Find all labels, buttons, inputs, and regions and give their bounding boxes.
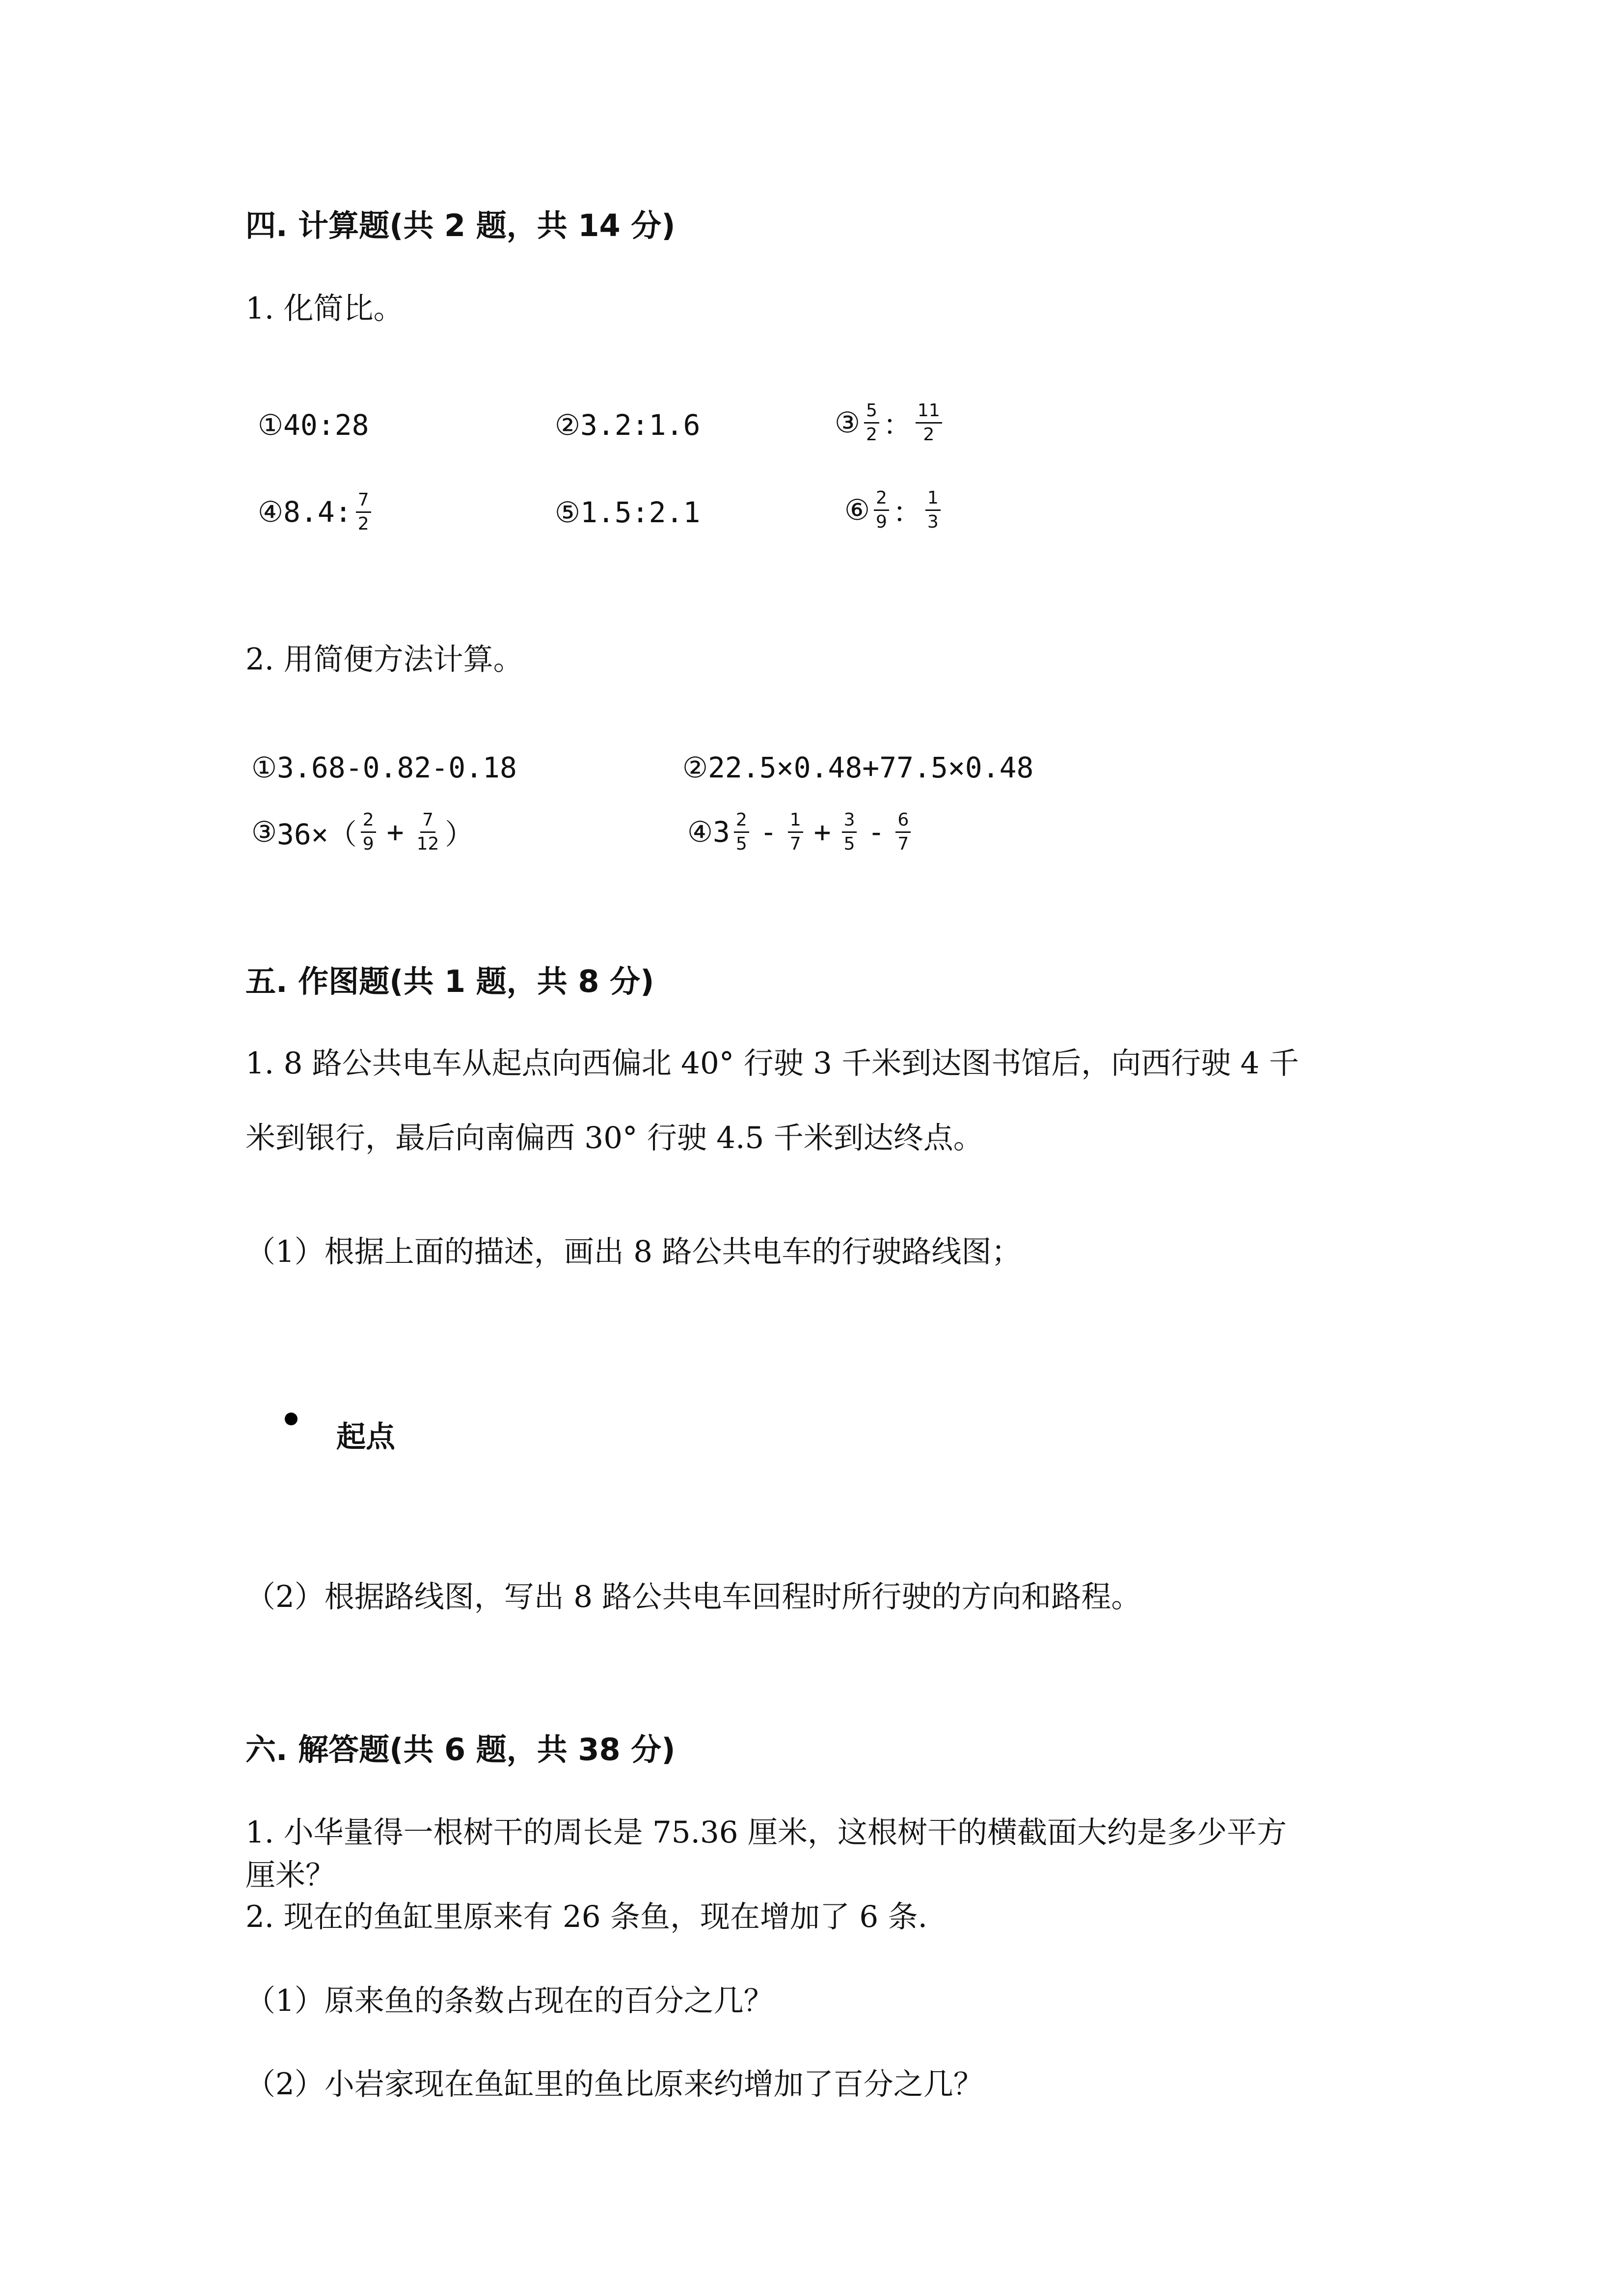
item-expression: 22.5×0.48+77.5×0.48 — [708, 751, 1034, 784]
denominator: 5 — [843, 833, 855, 854]
section-title-calculation: 四. 计算题(共 2 题，共 14 分) — [245, 208, 676, 243]
question-simplify-ratio: 1. 化简比。 — [245, 291, 404, 326]
fraction — [842, 811, 857, 854]
item-mark: ③ — [251, 815, 277, 849]
fraction — [925, 489, 941, 532]
numerator: 6 — [895, 811, 911, 833]
calc-item-1 — [251, 751, 517, 784]
fraction — [361, 811, 376, 854]
denominator: 5 — [735, 833, 747, 854]
question-route-line1: 1. 8 路公共电车从起点向西偏北 40° 行驶 3 千米到达图书馆后，向西行驶 4 千 — [245, 1046, 1299, 1081]
numerator: 3 — [842, 811, 857, 833]
fraction — [415, 811, 441, 854]
sub-question-draw-route: （1）根据上面的描述，画出 8 路公共电车的行驶路线图； — [245, 1234, 1022, 1269]
numerator: 2 — [734, 811, 749, 833]
item-mark: ② — [682, 751, 708, 784]
denominator: 3 — [927, 511, 939, 532]
item-expression: 36×（ — [277, 818, 357, 852]
section-title-answers: 六. 解答题(共 6 题，共 38 分) — [245, 1732, 676, 1767]
calc-item-4 — [687, 811, 915, 854]
fraction — [788, 811, 803, 854]
numerator: 1 — [788, 811, 803, 833]
ratio-item-3 — [835, 401, 946, 444]
denominator: 7 — [789, 833, 801, 854]
ratio-item-4 — [258, 491, 375, 534]
ratio-separator: ： — [893, 496, 921, 530]
close-paren: ） — [445, 818, 474, 852]
numerator: 2 — [361, 811, 376, 833]
item-mark: ③ — [835, 406, 860, 440]
start-point-marker — [285, 1413, 298, 1425]
ratio-item-2 — [555, 408, 700, 442]
numerator: 11 — [916, 401, 942, 424]
question-tree-line2: 厘米？ — [245, 1858, 336, 1893]
denominator: 12 — [416, 833, 439, 854]
fraction — [874, 489, 889, 532]
item-expression: 1.5:2.1 — [580, 496, 701, 529]
denominator: 2 — [357, 513, 369, 534]
numerator: 5 — [864, 401, 879, 424]
numerator: 7 — [420, 811, 435, 833]
start-point-label: 起点 — [336, 1420, 395, 1454]
item-expression: 3.2:1.6 — [580, 408, 701, 442]
ratio-separator: ： — [883, 408, 912, 442]
denominator: 9 — [362, 833, 374, 854]
sub-question-fish-increase: （2）小岩家现在鱼缸里的鱼比原来约增加了百分之几？ — [245, 2067, 983, 2102]
item-mark: ⑥ — [844, 493, 870, 527]
question-tree-line1: 1. 小华量得一根树干的周长是 75.36 厘米，这根树干的横截面大约是多少平方 — [245, 1815, 1287, 1850]
operator: - — [759, 815, 777, 849]
numerator: 1 — [925, 489, 941, 511]
denominator: 2 — [923, 424, 935, 445]
fraction — [864, 401, 879, 444]
question-simple-calculation: 2. 用简便方法计算。 — [245, 642, 523, 677]
question-fish: 2. 现在的鱼缸里原来有 26 条鱼，现在增加了 6 条. — [245, 1899, 927, 1934]
calc-item-3 — [251, 811, 473, 854]
denominator: 2 — [866, 424, 877, 445]
ratio-item-6 — [844, 489, 945, 532]
section-title-drawing: 五. 作图题(共 1 题，共 8 分) — [245, 963, 654, 999]
fraction — [895, 811, 911, 854]
item-mark: ② — [555, 408, 580, 442]
operator: + — [813, 815, 831, 849]
fraction — [356, 491, 371, 534]
item-mark: ④ — [258, 495, 283, 529]
denominator: 9 — [876, 511, 887, 532]
fraction — [734, 811, 749, 854]
operator: + — [386, 815, 404, 849]
item-expression: 8.4: — [283, 495, 352, 529]
numerator: 7 — [356, 491, 371, 513]
item-mark: ⑤ — [555, 496, 580, 529]
ratio-item-5 — [555, 496, 700, 529]
item-expression: 40:28 — [283, 408, 369, 442]
sub-question-fish-percent: （1）原来鱼的条数占现在的百分之几？ — [245, 1983, 774, 2018]
item-mark: ④ — [687, 815, 713, 849]
item-expression: 3.68-0.82-0.18 — [277, 751, 517, 784]
operator: - — [867, 815, 885, 849]
sub-question-return-route: （2）根据路线图，写出 8 路公共电车回程时所行驶的方向和路程。 — [245, 1579, 1141, 1614]
item-mark: ① — [258, 408, 283, 442]
question-route-line2: 米到银行，最后向南偏西 30° 行驶 4.5 千米到达终点。 — [245, 1121, 983, 1155]
whole-number: 3 — [713, 815, 730, 849]
fraction — [916, 401, 942, 444]
ratio-item-1 — [258, 408, 369, 442]
denominator: 7 — [897, 833, 909, 854]
calc-item-2 — [682, 751, 1033, 784]
item-mark: ① — [251, 751, 277, 784]
numerator: 2 — [874, 489, 889, 511]
